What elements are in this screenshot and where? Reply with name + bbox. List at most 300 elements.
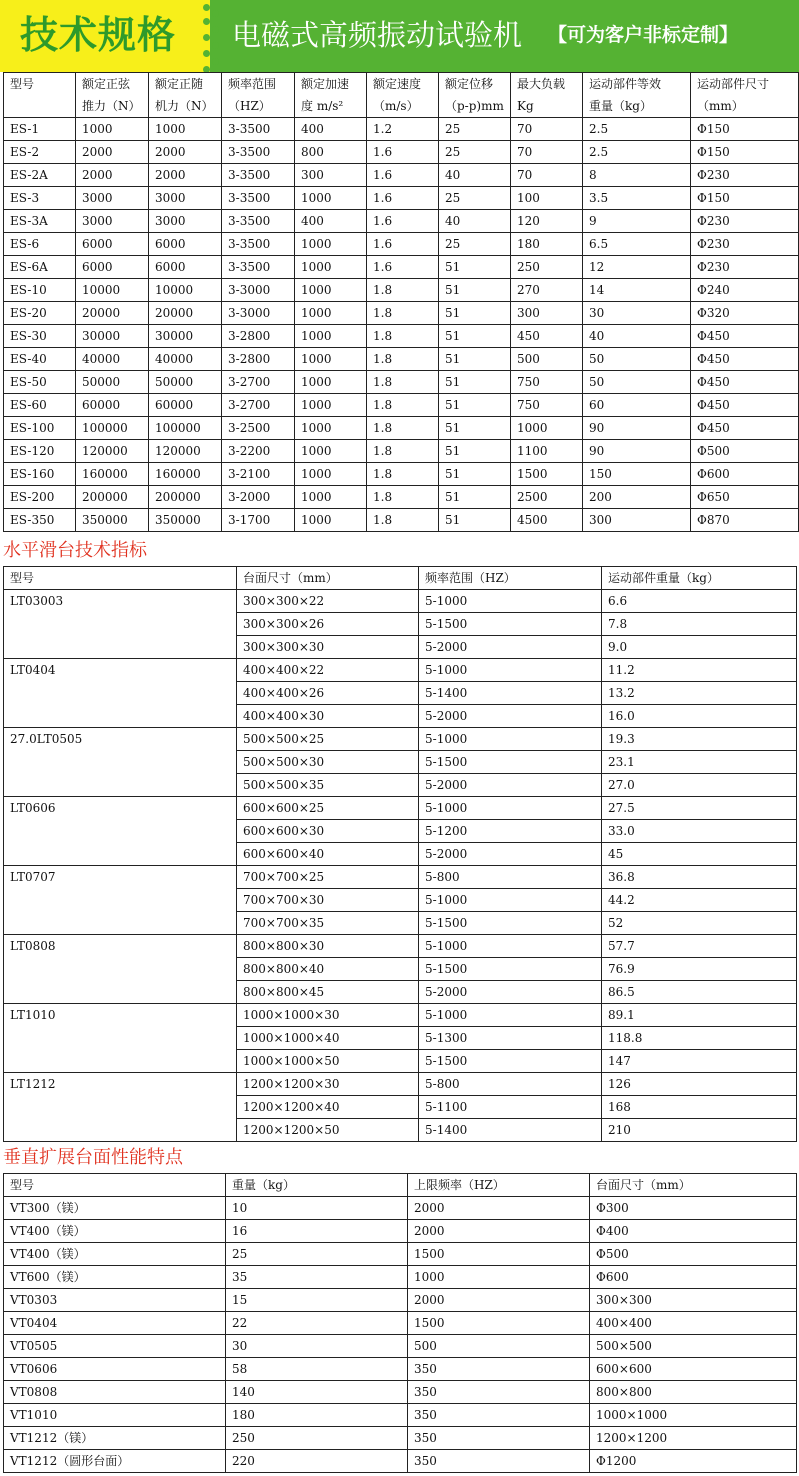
- table-cell: Φ230: [691, 256, 799, 279]
- table-cell: 5-1400: [419, 682, 602, 705]
- table-cell: 76.9: [602, 958, 797, 981]
- table-row: [4, 187, 799, 210]
- table-cell: Φ450: [691, 348, 799, 371]
- table-cell: 3-3500: [222, 210, 295, 233]
- table-row: [4, 325, 799, 348]
- table-cell: 700×700×30: [237, 889, 419, 912]
- table-cell: 1000×1000×50: [237, 1050, 419, 1073]
- table-cell: 51: [439, 394, 511, 417]
- table-cell: 1.8: [367, 302, 439, 325]
- table-cell: 126: [602, 1073, 797, 1096]
- column-header: [76, 73, 149, 118]
- column-header-line1: 最大负载: [517, 77, 566, 91]
- table-cell: 1000: [149, 118, 222, 141]
- table-row: [4, 1450, 797, 1473]
- table-cell: 500: [408, 1335, 590, 1358]
- banner-dot: [212, 26, 219, 33]
- table-cell: VT300（镁）: [4, 1197, 226, 1220]
- table-cell: 200000: [149, 486, 222, 509]
- table-cell: 51: [439, 486, 511, 509]
- table-cell: 30000: [76, 325, 149, 348]
- table-cell: 5-800: [419, 1073, 602, 1096]
- banner-dot-separator: [200, 0, 222, 72]
- table-cell: 3-3000: [222, 279, 295, 302]
- column-header: [511, 73, 583, 118]
- banner-dot: [203, 4, 210, 11]
- table-row: [4, 797, 797, 820]
- table-cell: 1000: [295, 187, 367, 210]
- table-row: [4, 1073, 797, 1096]
- table-cell: 6000: [149, 256, 222, 279]
- table-cell: 10: [226, 1197, 408, 1220]
- column-header: [4, 73, 76, 118]
- table-cell: 5-1300: [419, 1027, 602, 1050]
- column-header: [367, 73, 439, 118]
- table-cell: 500×500×25: [237, 728, 419, 751]
- model-cell: LT0707: [4, 866, 237, 935]
- column-header: [439, 73, 511, 118]
- table-cell: 600×600: [590, 1358, 797, 1381]
- table-cell: 5-1400: [419, 1119, 602, 1142]
- table-cell: 1000: [295, 394, 367, 417]
- table-cell: ES-3: [4, 187, 76, 210]
- table-cell: 8: [583, 164, 691, 187]
- table-cell: Φ870: [691, 509, 799, 532]
- table-cell: 500×500×35: [237, 774, 419, 797]
- table-cell: 1.6: [367, 256, 439, 279]
- column-header-line2: 重量（kg）: [589, 99, 652, 113]
- table-cell: VT1212（镁）: [4, 1427, 226, 1450]
- table-cell: 22: [226, 1312, 408, 1335]
- table-cell: 5-2000: [419, 636, 602, 659]
- table-cell: 3-2200: [222, 440, 295, 463]
- table-cell: 1000×1000×30: [237, 1004, 419, 1027]
- table-cell: Φ230: [691, 210, 799, 233]
- table-cell: 57.7: [602, 935, 797, 958]
- table-cell: ES-50: [4, 371, 76, 394]
- table-row: [4, 1220, 797, 1243]
- table-row: [4, 1335, 797, 1358]
- table-cell: 1.8: [367, 509, 439, 532]
- column-header: [149, 73, 222, 118]
- table-cell: 120: [511, 210, 583, 233]
- banner-dot: [212, 42, 219, 49]
- table-cell: VT1212（圆形台面）: [4, 1450, 226, 1473]
- table-cell: 10000: [149, 279, 222, 302]
- table-row: [4, 279, 799, 302]
- table-cell: 60: [583, 394, 691, 417]
- table-cell: 1100: [511, 440, 583, 463]
- table-cell: 25: [439, 118, 511, 141]
- table-cell: 1.8: [367, 486, 439, 509]
- table-cell: 1000: [295, 417, 367, 440]
- table-cell: 1200×1200×50: [237, 1119, 419, 1142]
- table-cell: 750: [511, 394, 583, 417]
- table-cell: 51: [439, 279, 511, 302]
- table-cell: ES-2A: [4, 164, 76, 187]
- table-cell: 210: [602, 1119, 797, 1142]
- table-cell: 6000: [76, 256, 149, 279]
- table-cell: 1000: [295, 348, 367, 371]
- table-cell: 20000: [76, 302, 149, 325]
- table-cell: 1000: [295, 371, 367, 394]
- table-cell: 300×300×30: [237, 636, 419, 659]
- table-cell: 400×400×26: [237, 682, 419, 705]
- table-cell: Φ450: [691, 417, 799, 440]
- table-cell: 90: [583, 417, 691, 440]
- table-cell: 220: [226, 1450, 408, 1473]
- table-cell: 5-2000: [419, 843, 602, 866]
- table-cell: 1.8: [367, 417, 439, 440]
- table-cell: 1000: [295, 302, 367, 325]
- table-cell: 60000: [76, 394, 149, 417]
- table-cell: 51: [439, 256, 511, 279]
- table-cell: Φ320: [691, 302, 799, 325]
- table-cell: 25: [439, 141, 511, 164]
- table-row: [4, 935, 797, 958]
- table-cell: Φ150: [691, 187, 799, 210]
- table-row: [4, 371, 799, 394]
- table-cell: 51: [439, 325, 511, 348]
- table-cell: 3-2700: [222, 371, 295, 394]
- table-cell: 350: [408, 1358, 590, 1381]
- table-cell: 2000: [76, 164, 149, 187]
- table-cell: 1.8: [367, 348, 439, 371]
- table-cell: 23.1: [602, 751, 797, 774]
- table-cell: 500×500×30: [237, 751, 419, 774]
- model-cell: LT0404: [4, 659, 237, 728]
- table-cell: 70: [511, 118, 583, 141]
- table-cell: 27.5: [602, 797, 797, 820]
- table-cell: 300×300: [590, 1289, 797, 1312]
- table-cell: 3-3500: [222, 118, 295, 141]
- table-cell: 250: [226, 1427, 408, 1450]
- column-header: 台面尺寸（mm）: [237, 567, 419, 590]
- table-cell: 6.5: [583, 233, 691, 256]
- column-header-line1: 额定正随: [155, 77, 204, 91]
- table-cell: ES-20: [4, 302, 76, 325]
- table-cell: 11.2: [602, 659, 797, 682]
- table-cell: VT600（镁）: [4, 1266, 226, 1289]
- table-cell: 5-2000: [419, 705, 602, 728]
- table-cell: 400: [295, 118, 367, 141]
- table-cell: Φ230: [691, 233, 799, 256]
- table-cell: 51: [439, 417, 511, 440]
- table-cell: 5-1500: [419, 1050, 602, 1073]
- table-cell: 1.8: [367, 279, 439, 302]
- column-header: 运动部件重量（kg）: [602, 567, 797, 590]
- table-cell: VT0303: [4, 1289, 226, 1312]
- table-cell: ES-120: [4, 440, 76, 463]
- table-cell: 9.0: [602, 636, 797, 659]
- table-cell: 51: [439, 302, 511, 325]
- column-header-line1: 额定加速: [301, 77, 350, 91]
- table-cell: 6000: [76, 233, 149, 256]
- table-cell: 800: [295, 141, 367, 164]
- table-cell: 70: [511, 141, 583, 164]
- table-cell: 30: [583, 302, 691, 325]
- column-header-line1: 额定速度: [373, 77, 422, 91]
- table-cell: 2000: [408, 1197, 590, 1220]
- table-cell: 100000: [76, 417, 149, 440]
- table-cell: 5-1500: [419, 912, 602, 935]
- table-cell: 2.5: [583, 118, 691, 141]
- table-cell: ES-6: [4, 233, 76, 256]
- table-cell: 3000: [76, 210, 149, 233]
- table-cell: 350: [408, 1450, 590, 1473]
- table-cell: 5-1000: [419, 935, 602, 958]
- table-cell: 300: [295, 164, 367, 187]
- table-header-row: [4, 567, 797, 590]
- table-cell: 10000: [76, 279, 149, 302]
- table-cell: 89.1: [602, 1004, 797, 1027]
- table-cell: ES-160: [4, 463, 76, 486]
- table-cell: 1000: [295, 509, 367, 532]
- column-header-line2: （HZ）: [228, 99, 271, 113]
- column-header-line1: 额定正弦: [82, 77, 131, 91]
- table-row: [4, 256, 799, 279]
- table-cell: 450: [511, 325, 583, 348]
- table-cell: 168: [602, 1096, 797, 1119]
- table-cell: Φ450: [691, 325, 799, 348]
- table-row: [4, 1243, 797, 1266]
- column-header-line2: （p-p)mm: [445, 99, 504, 113]
- table-header-row: [4, 73, 799, 118]
- table-cell: ES-60: [4, 394, 76, 417]
- column-header-line2: （m/s）: [373, 99, 419, 113]
- table-cell: 3-3500: [222, 256, 295, 279]
- table-row: [4, 1358, 797, 1381]
- table-cell: 2000: [76, 141, 149, 164]
- table-cell: Φ500: [691, 440, 799, 463]
- table-cell: 147: [602, 1050, 797, 1073]
- table-cell: 40: [583, 325, 691, 348]
- table-cell: 5-1000: [419, 797, 602, 820]
- column-header-line2: （mm）: [697, 99, 744, 113]
- table-cell: 3-2000: [222, 486, 295, 509]
- table-cell: 5-1200: [419, 820, 602, 843]
- table-cell: 9: [583, 210, 691, 233]
- table-cell: VT0808: [4, 1381, 226, 1404]
- table-cell: 2500: [511, 486, 583, 509]
- table-cell: 15: [226, 1289, 408, 1312]
- table-row: [4, 1197, 797, 1220]
- model-cell: LT1212: [4, 1073, 237, 1142]
- header-banner: [0, 0, 799, 72]
- table-cell: 5-1000: [419, 590, 602, 613]
- table-cell: 3-2700: [222, 394, 295, 417]
- table-cell: 50000: [76, 371, 149, 394]
- table-cell: 12: [583, 256, 691, 279]
- table-cell: Φ150: [691, 141, 799, 164]
- table-cell: 30000: [149, 325, 222, 348]
- table-cell: 350: [408, 1427, 590, 1450]
- table-cell: 44.2: [602, 889, 797, 912]
- table-cell: 1500: [408, 1312, 590, 1335]
- table-row: [4, 1427, 797, 1450]
- table-cell: ES-40: [4, 348, 76, 371]
- table-cell: 3-2500: [222, 417, 295, 440]
- model-cell: 27.0LT0505: [4, 728, 237, 797]
- table-cell: 5-800: [419, 866, 602, 889]
- table-cell: 800×800×45: [237, 981, 419, 1004]
- table-row: [4, 348, 799, 371]
- table-cell: 350000: [76, 509, 149, 532]
- table-cell: VT400（镁）: [4, 1243, 226, 1266]
- table-cell: 25: [439, 233, 511, 256]
- table-cell: 270: [511, 279, 583, 302]
- table-cell: 350000: [149, 509, 222, 532]
- table-cell: 60000: [149, 394, 222, 417]
- table-cell: 36.8: [602, 866, 797, 889]
- table-cell: Φ450: [691, 394, 799, 417]
- table-cell: 2000: [408, 1220, 590, 1243]
- table-cell: 160000: [76, 463, 149, 486]
- table-cell: 400×400: [590, 1312, 797, 1335]
- table-row: [4, 233, 799, 256]
- banner-note: 【可为客户非标定制】: [548, 24, 739, 46]
- table-cell: 200: [583, 486, 691, 509]
- table-cell: Φ240: [691, 279, 799, 302]
- table-cell: VT0505: [4, 1335, 226, 1358]
- column-header: 台面尺寸（mm）: [590, 1174, 797, 1197]
- banner-dot: [212, 58, 219, 65]
- table-cell: 2000: [149, 164, 222, 187]
- column-header-line1: 型号: [10, 77, 35, 91]
- table-cell: 2000: [149, 141, 222, 164]
- table-cell: 20000: [149, 302, 222, 325]
- table-row: [4, 509, 799, 532]
- table-cell: 14: [583, 279, 691, 302]
- column-header-line1: 运动部件尺寸: [697, 77, 770, 91]
- table-cell: 100000: [149, 417, 222, 440]
- table-cell: 1.6: [367, 210, 439, 233]
- table-cell: 5-1500: [419, 613, 602, 636]
- table-cell: 5-1000: [419, 728, 602, 751]
- table-cell: Φ400: [590, 1220, 797, 1243]
- table-cell: 700×700×25: [237, 866, 419, 889]
- table-cell: 5-1000: [419, 659, 602, 682]
- banner-dot: [203, 34, 210, 41]
- column-header-line2: 机力（N）: [155, 99, 214, 113]
- table-cell: 1.8: [367, 325, 439, 348]
- table-cell: 5-2000: [419, 774, 602, 797]
- table-cell: 1000: [295, 486, 367, 509]
- column-header-line2: 推力（N）: [82, 99, 141, 113]
- table-cell: 200000: [76, 486, 149, 509]
- table-header-row: [4, 1174, 797, 1197]
- table-cell: 19.3: [602, 728, 797, 751]
- table-cell: ES-10: [4, 279, 76, 302]
- table-cell: 1.8: [367, 440, 439, 463]
- table-cell: 118.8: [602, 1027, 797, 1050]
- table-cell: 1000: [511, 417, 583, 440]
- table-cell: 3-3500: [222, 187, 295, 210]
- table-cell: 5-1000: [419, 1004, 602, 1027]
- table-cell: 35: [226, 1266, 408, 1289]
- table-cell: 1000×1000×40: [237, 1027, 419, 1050]
- table-cell: 750: [511, 371, 583, 394]
- column-header: [222, 73, 295, 118]
- table-cell: Φ1200: [590, 1450, 797, 1473]
- table-row: [4, 210, 799, 233]
- table-cell: 13.2: [602, 682, 797, 705]
- table-cell: 40000: [76, 348, 149, 371]
- table-cell: 25: [226, 1243, 408, 1266]
- slide-table: [3, 566, 797, 1142]
- table-cell: ES-1: [4, 118, 76, 141]
- table-cell: 51: [439, 371, 511, 394]
- table-cell: 5-1500: [419, 958, 602, 981]
- table-cell: 1.8: [367, 463, 439, 486]
- table-cell: 1200×1200×40: [237, 1096, 419, 1119]
- table-cell: 6.6: [602, 590, 797, 613]
- column-header: [583, 73, 691, 118]
- table-cell: Φ650: [691, 486, 799, 509]
- table-row: [4, 590, 797, 613]
- table-cell: 350: [408, 1381, 590, 1404]
- table-cell: 51: [439, 509, 511, 532]
- table-cell: 86.5: [602, 981, 797, 1004]
- table-cell: 250: [511, 256, 583, 279]
- table-cell: 1000: [295, 440, 367, 463]
- table-cell: 400×400×30: [237, 705, 419, 728]
- table-cell: 1500: [511, 463, 583, 486]
- table-row: [4, 463, 799, 486]
- column-header: 频率范围（HZ）: [419, 567, 602, 590]
- table-row: [4, 1289, 797, 1312]
- vertical-table: [3, 1173, 797, 1473]
- table-cell: 140: [226, 1381, 408, 1404]
- table-row: [4, 440, 799, 463]
- table-row: [4, 659, 797, 682]
- table-cell: 700×700×35: [237, 912, 419, 935]
- table-cell: 400: [295, 210, 367, 233]
- table-cell: Φ450: [691, 371, 799, 394]
- table-cell: VT0404: [4, 1312, 226, 1335]
- table-cell: ES-30: [4, 325, 76, 348]
- banner-dot: [212, 10, 219, 17]
- table-cell: 600×600×25: [237, 797, 419, 820]
- table-cell: 3-3500: [222, 141, 295, 164]
- table-cell: 5-1100: [419, 1096, 602, 1119]
- banner-subtitle: 电磁式高频振动试验机: [232, 18, 523, 52]
- table-row: [4, 486, 799, 509]
- table-cell: 3.5: [583, 187, 691, 210]
- banner-dot: [203, 18, 210, 25]
- table-cell: 3000: [76, 187, 149, 210]
- column-header: 重量（kg）: [226, 1174, 408, 1197]
- column-header-line1: 频率范围: [228, 77, 277, 91]
- table-cell: 25: [439, 187, 511, 210]
- table-cell: 1200×1200: [590, 1427, 797, 1450]
- table-cell: ES-3A: [4, 210, 76, 233]
- table-row: [4, 1381, 797, 1404]
- table-cell: 1000: [295, 463, 367, 486]
- table-cell: 300×300×22: [237, 590, 419, 613]
- table-cell: 1.8: [367, 394, 439, 417]
- table-row: [4, 141, 799, 164]
- column-header-line1: 额定位移: [445, 77, 494, 91]
- column-header: [295, 73, 367, 118]
- table-cell: 2000: [408, 1289, 590, 1312]
- banner-title: 技术规格: [20, 13, 177, 57]
- table-cell: 3-3500: [222, 233, 295, 256]
- table-cell: 1.8: [367, 371, 439, 394]
- table-cell: 50: [583, 348, 691, 371]
- table-cell: 150: [583, 463, 691, 486]
- table-row: [4, 1004, 797, 1027]
